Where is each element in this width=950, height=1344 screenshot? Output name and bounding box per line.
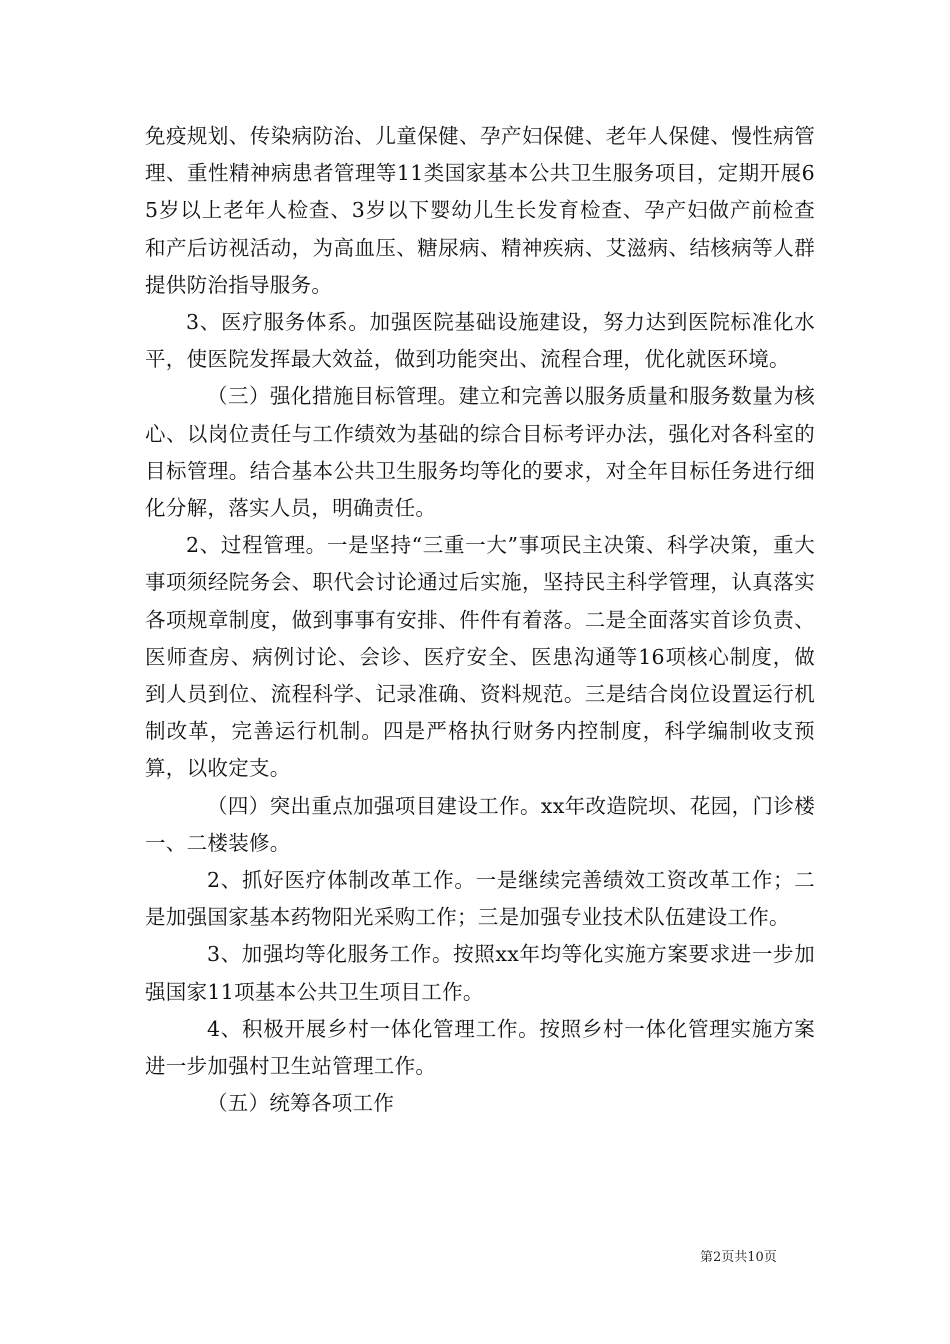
document-body xyxy=(145,118,815,1122)
paragraph-equalization-service: 3、加强均等化服务工作。按照xx年均等化实施方案要求进一步加强国家11项基本公共卫生项目工作。 xyxy=(145,942,815,1004)
paragraph-process-management: 2、过程管理。一是坚持“三重一大”事项民主决策、科学决策，重大事项须经院务会、职代会讨论通过后实施，坚持民主科学管理，认真落实各项规章制度，做到事事有安排、件件有着落。二是全面落实首诊负责、医师查房、病例讨论、会诊、医疗安全、医患沟通等16项核心制度，做到人员到位、流程科学、记录准确、资料规范。三是结合岗位设置运行机制改革，完善运行机制。四是严格执行财务内控制度，科学编制收支预算，以收定支。 xyxy=(145,533,815,781)
paragraph-section-three-target-management: （三）强化措施目标管理。建立和完善以服务质量和服务数量为核心、以岗位责任与工作绩效为基础的综合目标考评办法，强化对各科室的目标管理。结合基本公共卫生服务均等化的要求，对全年目标任务进行细化分解，落实人员，明确责任。 xyxy=(145,384,815,521)
paragraph-medical-reform: 2、抓好医疗体制改革工作。一是继续完善绩效工资改革工作；二是加强国家基本药物阳光采购工作；三是加强专业技术队伍建设工作。 xyxy=(145,868,815,930)
paragraph-medical-service-system: 3、医疗服务体系。加强医院基础设施建设，努力达到医院标准化水平，使医院发挥最大效益，做到功能突出、流程合理，优化就医环境。 xyxy=(145,310,815,372)
paragraph-section-four-project-construction: （四）突出重点加强项目建设工作。xx年改造院坝、花园，门诊楼一、二楼装修。 xyxy=(145,793,815,855)
paragraph-public-health-items: 免疫规划、传染病防治、儿童保健、孕产妇保健、老年人保健、慢性病管理、重性精神病患者管理等11类国家基本公共卫生服务项目，定期开展65岁以上老年人检查、3岁以下婴幼儿生长发育检查、孕产妇做产前检查和产后访视活动，为高血压、糖尿病、精神疾病、艾滋病、结核病等人群提供防治指导服务。 xyxy=(145,124,815,297)
paragraph-rural-integration: 4、积极开展乡村一体化管理工作。按照乡村一体化管理实施方案进一步加强村卫生站管理工作。 xyxy=(145,1016,815,1079)
paragraph-section-five-heading: （五）统筹各项工作 xyxy=(207,1091,395,1116)
page-number-footer: 第2页共10页 xyxy=(700,1250,777,1265)
